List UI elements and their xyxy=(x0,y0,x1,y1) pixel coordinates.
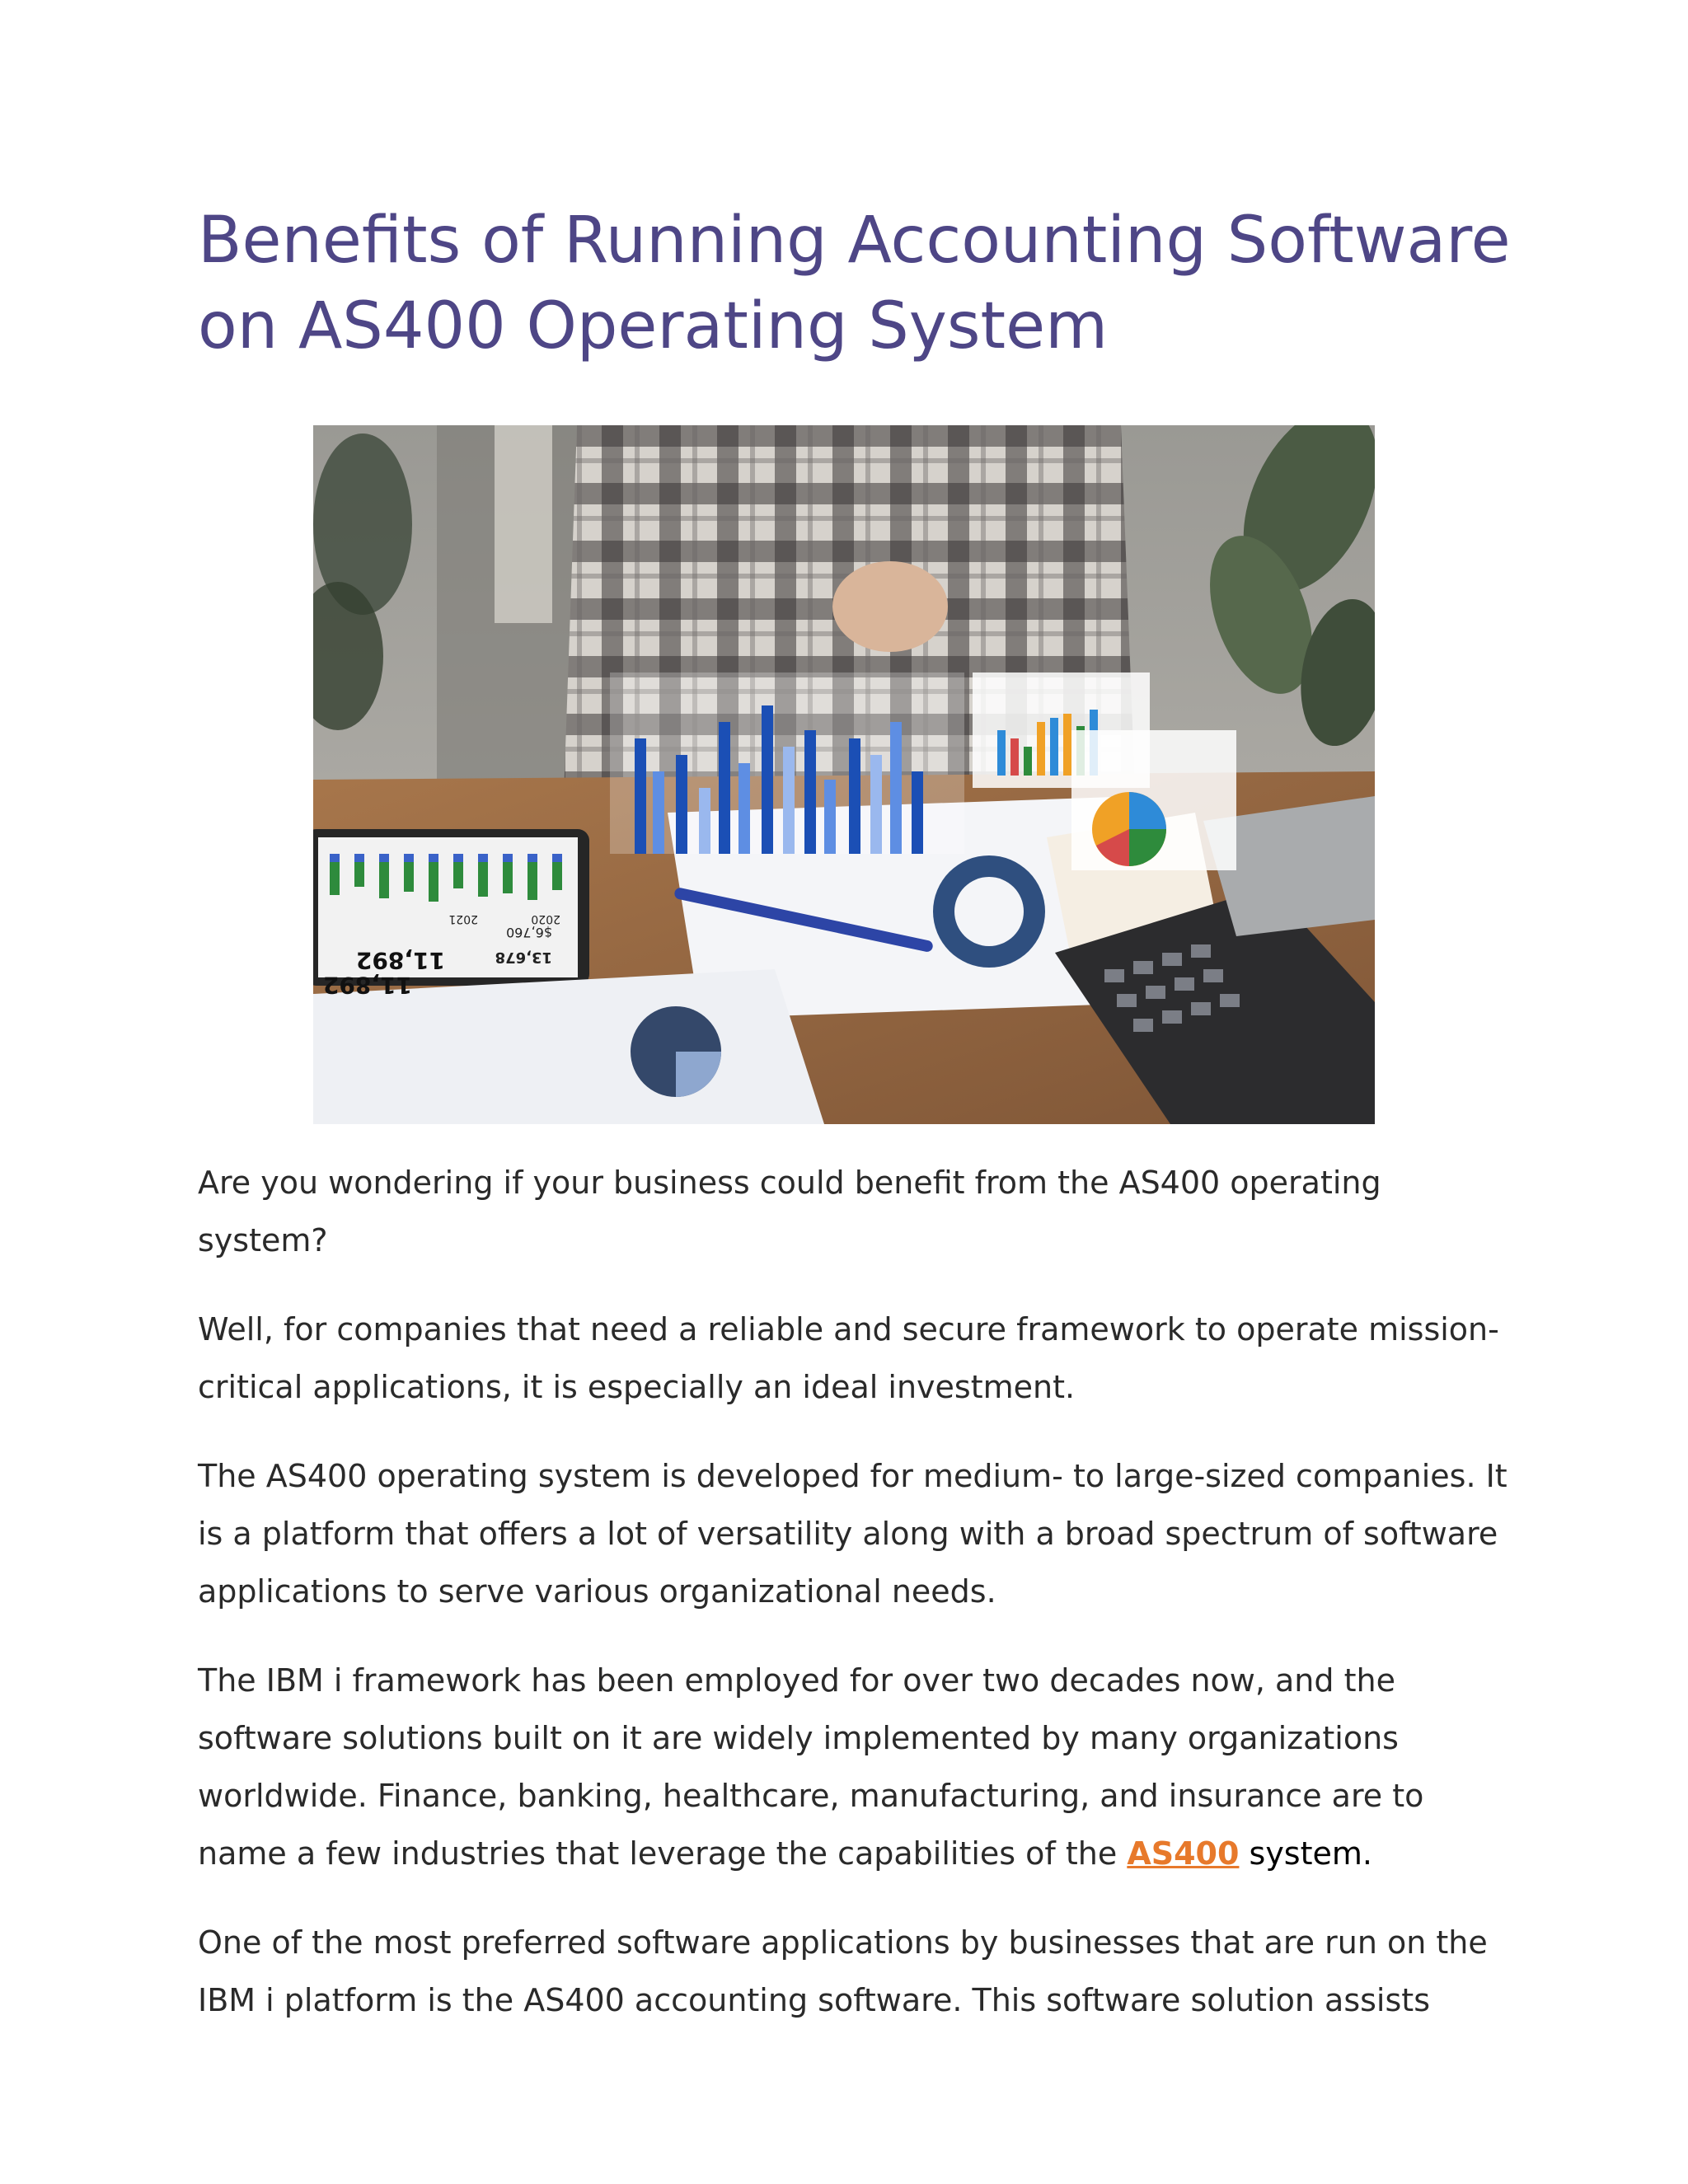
hero-year-1: 2021 xyxy=(448,912,478,926)
hero-value-2: 13,678 xyxy=(495,949,552,966)
hero-image xyxy=(313,425,1375,1124)
page-title: Benefits of Running Accounting Software on AS400 Operating System xyxy=(198,204,1511,363)
hero-year-2: 2020 xyxy=(531,912,560,926)
article-body xyxy=(198,1154,1517,2060)
paragraph-4-end: system. xyxy=(1239,1835,1372,1872)
as400-link[interactable]: AS400 xyxy=(1127,1835,1240,1872)
paragraph-5: One of the most preferred software applications by businesses that are run on the IBM i platform is the AS400 accounting software. This software solution assists xyxy=(198,1924,1488,2018)
paragraph-4 xyxy=(198,1652,1517,1882)
paragraph-2: Well, for companies that need a reliable and secure framework to operate mission-critical applications, it is especially an ideal investment. xyxy=(198,1311,1499,1405)
accounting-dashboard-photo-icon xyxy=(313,425,1375,1124)
hero-value-1: 11,892 xyxy=(322,972,412,999)
paragraph-3: The AS400 operating system is developed for medium- to large-sized companies. It is a platform that offers a lot of versatility along with a broad spectrum of software applications to serve various organizational needs. xyxy=(198,1458,1507,1610)
svg-text:11,892: 11,892 xyxy=(355,947,445,974)
hero-value-3: $6,760 xyxy=(506,925,552,940)
paragraph-4-text: The IBM i framework has been employed for over two decades now, and the software solutions built on it are widely implemented by many organizations worldwide. Finance, banking, healthcare, manufacturing, and insurance are to name a few industries that leverage the capabilities of the xyxy=(198,1662,1424,1872)
paragraph-1: Are you wondering if your business could benefit from the AS400 operating system? xyxy=(198,1165,1381,1258)
